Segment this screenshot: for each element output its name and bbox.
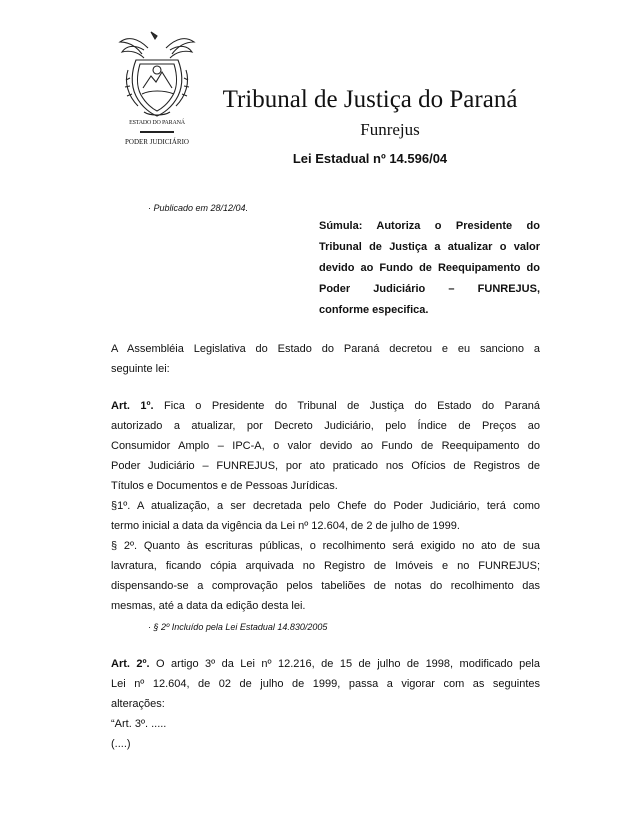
article-1-line: Títulos e Documentos e de Pessoas Jurídicas.: [111, 480, 338, 492]
article-1-label: Art. 1º.: [111, 400, 154, 412]
article-2-text: O artigo 3º da Lei nº 12.216, de 15 de julho de 1998, modificado pela: [149, 658, 540, 670]
paragraph-1-line: termo inicial a data da vigência da Lei nº 12.604, de 2 de julho de 1999.: [111, 520, 460, 532]
paragraph-2-line: lavratura, ficando cópia arquivada no Registro de Imóveis e no FUNREJUS;: [111, 560, 540, 572]
amendment-note: · § 2º Incluído pela Lei Estadual 14.830/2005: [148, 622, 328, 632]
paragraph-2-line: dispensando-se a comprovação pelos tabeliões de notas do recolhimento das: [111, 580, 540, 592]
article-1-line: [111, 396, 540, 416]
sumula-line: Súmula: Autoriza o Presidente do: [319, 220, 540, 232]
fund-subtitle: Funrejus: [360, 120, 420, 139]
sumula-line: conforme especifica.: [319, 304, 429, 316]
article-1: [111, 396, 540, 616]
sumula-line: devido ao Fundo de Reequipamento do: [319, 262, 540, 274]
publication-note: · Publicado em 28/12/04.: [148, 203, 249, 213]
quoted-article-line: “Art. 3º. .....: [111, 718, 167, 730]
article-2-label: Art. 2º.: [111, 658, 150, 670]
article-2: [111, 654, 540, 754]
paragraph-1-line: §1º. A atualização, a ser decretada pelo Chefe do Poder Judiciário, terá como: [111, 500, 540, 512]
article-2-line: alterações:: [111, 698, 165, 710]
preamble-paragraph: [111, 339, 540, 379]
sumula-block: [319, 216, 540, 321]
sumula-line: Poder Judiciário – FUNREJUS,: [319, 283, 540, 295]
court-title: Tribunal de Justiça do Paraná: [222, 86, 518, 113]
article-1-text: Fica o Presidente do Tribunal de Justiça do Estado do Paraná: [153, 400, 540, 412]
law-title: Lei Estadual nº 14.596/04: [292, 151, 448, 166]
crest-state-label: ESTADO DO PARANÁ: [129, 120, 185, 126]
article-1-line: Consumidor Amplo – IPC-A, o valor devido ao Fundo de Reequipamento do: [111, 440, 540, 452]
article-2-line: Lei nº 12.604, de 02 de julho de 1999, passa a vigorar com as seguintes: [111, 678, 540, 690]
article-1-line: autorizado a atualizar, por Decreto Judiciário, pelo Índice de Preços ao: [111, 420, 540, 432]
preamble-line: seguinte lei:: [111, 363, 170, 375]
paragraph-2-line: § 2º. Quanto às escrituras públicas, o recolhimento será exigido no ato de sua: [111, 540, 540, 552]
article-1-line: Poder Judiciário – FUNREJUS, por ato praticado nos Ofícios de Registros de: [111, 460, 540, 472]
crest-divider: [140, 131, 174, 133]
quoted-ellipsis-line: (....): [111, 738, 131, 750]
article-2-line: [111, 654, 540, 674]
coat-of-arms-icon: [118, 30, 196, 118]
preamble-line: A Assembléia Legislativa do Estado do Paraná decretou e eu sanciono a: [111, 343, 540, 355]
sumula-line: Tribunal de Justiça a atualizar o valor: [319, 241, 540, 253]
crest-judiciary-label: PODER JUDICIÁRIO: [125, 138, 189, 146]
paragraph-2-line: mesmas, até a data da edição desta lei.: [111, 600, 306, 612]
